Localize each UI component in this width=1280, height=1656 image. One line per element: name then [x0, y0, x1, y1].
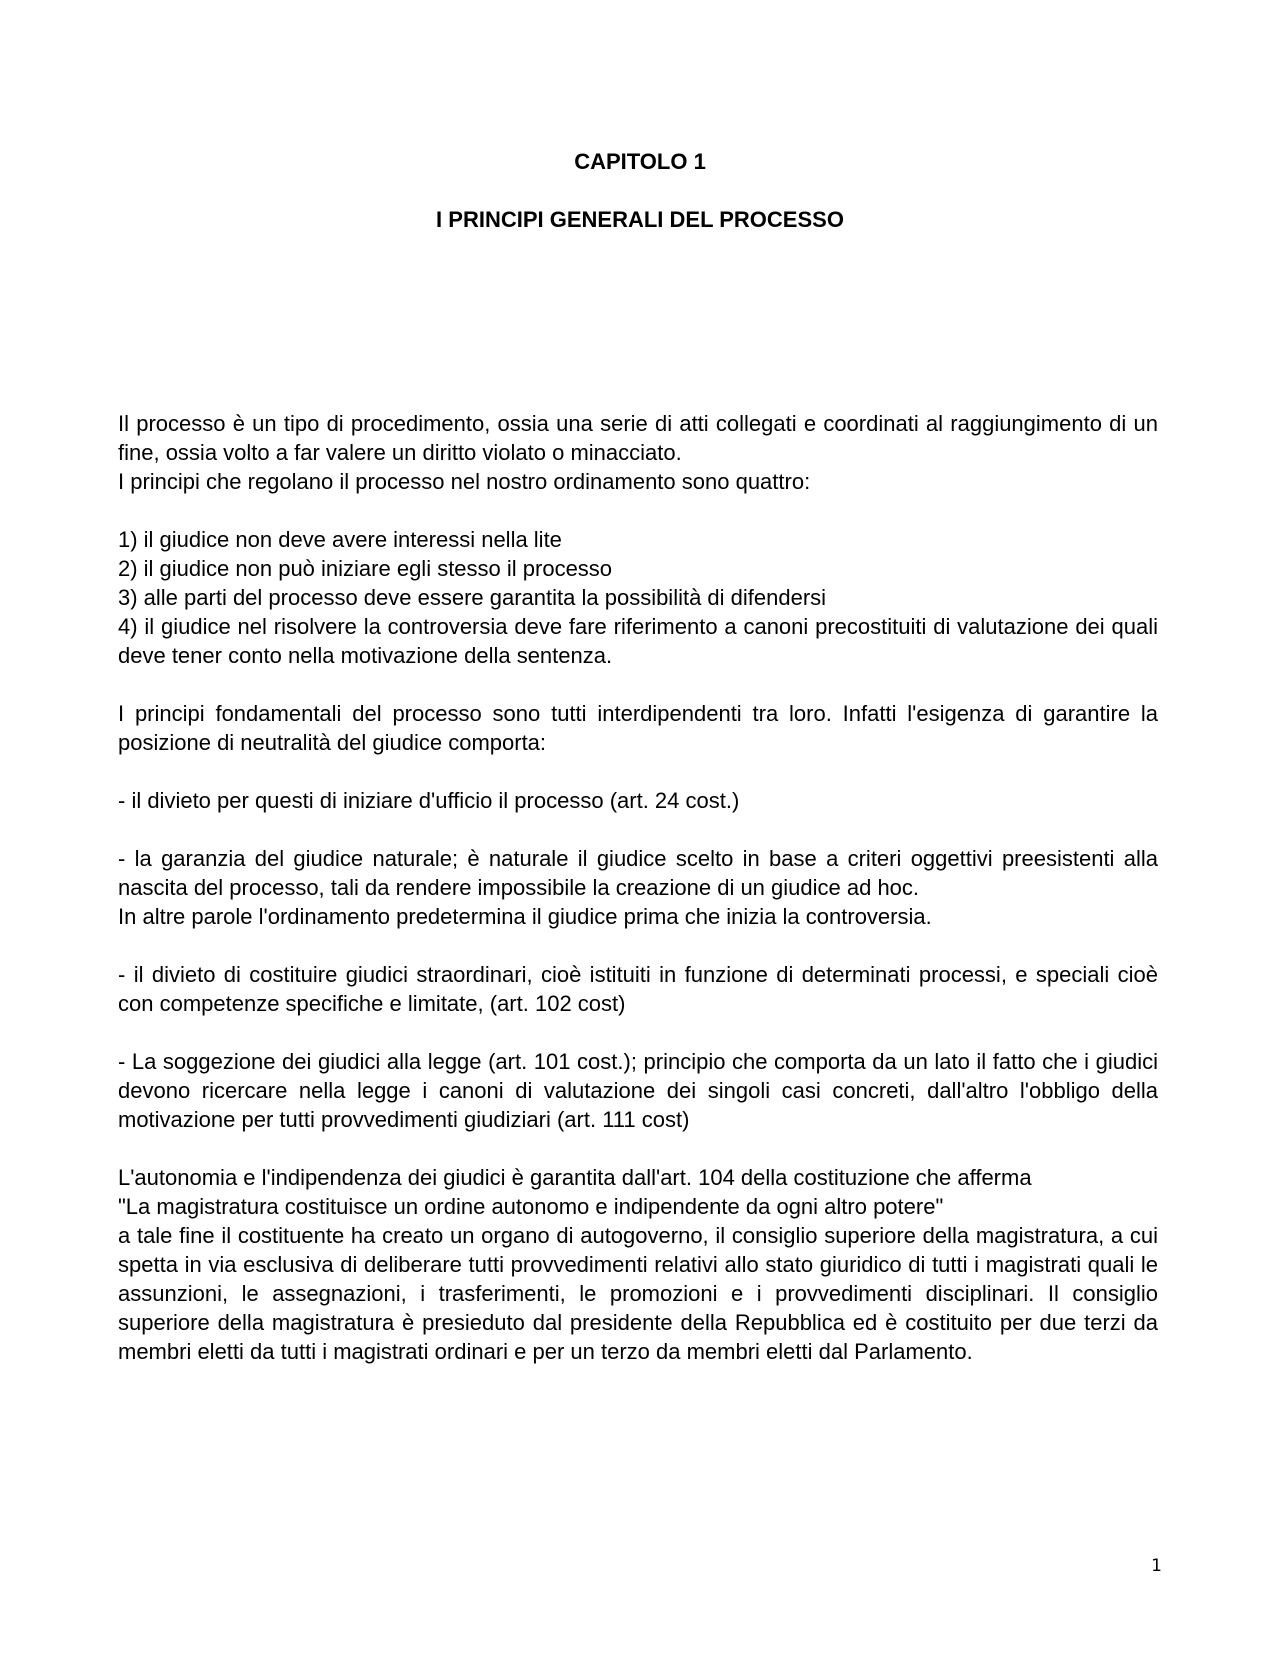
paragraph-spacer: [118, 931, 1158, 960]
paragraph-spacer: [118, 815, 1158, 844]
paragraph-intro-principles: I principi che regolano il processo nel nostro ordinamento sono quattro:: [118, 469, 811, 494]
chapter-label: CAPITOLO 1: [574, 149, 706, 174]
bullet-soggezione-legge: - La soggezione dei giudici alla legge (art. 101 cost.); principio che comporta da un lato il fatto che i giudici devono ricercare nella legge i canoni di valutazione dei singoli casi concreti, dall'altro l'obbligo della motivazione per tutti provvedimenti giudiziari (art. 111 cost): [118, 1049, 1158, 1132]
paragraph-spacer: [118, 496, 1158, 525]
list-item-principle-2: 2) il giudice non può iniziare egli stesso il processo: [118, 556, 613, 581]
page-number: 1: [1151, 1556, 1162, 1576]
quote-art-104: "La magistratura costituisce un ordine autonomo e indipendente da ogni altro potere": [118, 1194, 944, 1219]
paragraph-autonomia: L'autonomia e l'indipendenza dei giudici è garantita dall'art. 104 della costituzione che afferma: [118, 1165, 1032, 1190]
paragraph-spacer: [118, 670, 1158, 699]
paragraph-spacer: [118, 1018, 1158, 1047]
paragraph-spacer: [118, 1134, 1158, 1163]
chapter-title: I PRINCIPI GENERALI DEL PROCESSO: [436, 207, 844, 232]
bullet-divieto-ufficio: - il divieto per questi di iniziare d'ufficio il processo (art. 24 cost.): [118, 788, 740, 813]
paragraph-intro-definition: Il processo è un tipo di procedimento, ossia una serie di atti collegati e coordinati al raggiungimento di un fine, ossia volto a far valere un diritto violato o minacciato.: [118, 411, 1158, 465]
document-body: [118, 409, 1158, 1366]
paragraph-csm: a tale fine il costituente ha creato un organo di autogoverno, il consiglio superiore della magistratura, a cui spetta in via esclusiva di deliberare tutti provvedimenti relativi allo stato giuridico di tutti i magistrati quali le assunzioni, le assegnazioni, i trasferimenti, le promozioni e i provvedimenti disciplinari. Il consiglio superiore della magistratura è presieduto dal presidente della Repubblica ed è costituito per due terzi da membri eletti da tutti i magistrati ordinari e per un terzo da membri eletti dal Parlamento.: [118, 1223, 1158, 1364]
paragraph-predetermina: In altre parole l'ordinamento predetermina il giudice prima che inizia la controversia.: [118, 904, 932, 929]
bullet-giudice-naturale: - la garanzia del giudice naturale; è naturale il giudice scelto in base a criteri oggettivi preesistenti alla nascita del processo, tali da rendere impossibile la creazione di un giudice ad hoc.: [118, 846, 1158, 900]
list-item-principle-1: 1) il giudice non deve avere interessi nella lite: [118, 527, 562, 552]
list-item-principle-4: 4) il giudice nel risolvere la controversia deve fare riferimento a canoni precostituiti di valutazione dei quali deve tener conto nella motivazione della sentenza.: [118, 614, 1158, 668]
bullet-giudici-straordinari: - il divieto di costituire giudici straordinari, cioè istituiti in funzione di determinati processi, e speciali cioè con competenze specifiche e limitate, (art. 102 cost): [118, 962, 1158, 1016]
paragraph-interdependence: I principi fondamentali del processo sono tutti interdipendenti tra loro. Infatti l'esigenza di garantire la posizione di neutralità del giudice comporta:: [118, 701, 1158, 755]
paragraph-spacer: [118, 757, 1158, 786]
list-item-principle-3: 3) alle parti del processo deve essere garantita la possibilità di difendersi: [118, 585, 827, 610]
